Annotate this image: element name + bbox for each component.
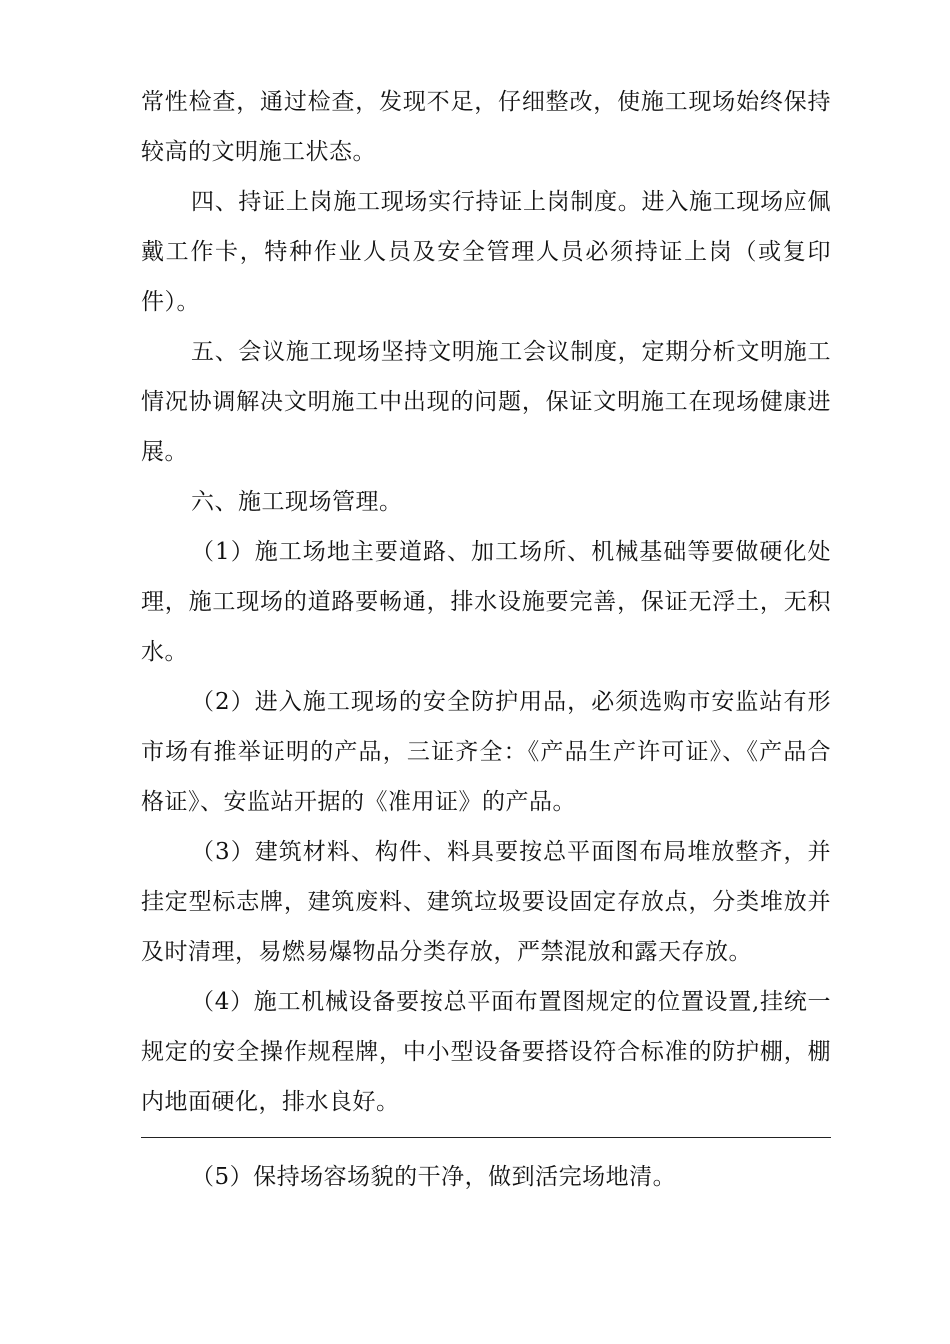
paragraph-section-5: 五、会议施工现场坚持文明施工会议制度，定期分析文明施工情况协调解决文明施工中出现的问题，保证文明施工在现场健康进展。 — [141, 339, 831, 465]
horizontal-divider — [141, 1137, 831, 1138]
paragraph-item-2: （2）进入施工现场的安全防护用品，必须选购市安监站有形市场有推举证明的产品，三证齐全：《产品生产许可证》、《产品合格证》、安监站开据的《准用证》的产品。 — [141, 689, 831, 815]
paragraph-section-4: 四、持证上岗施工现场实行持证上岗制度。进入施工现场应佩戴工作卡，特种作业人员及安全管理人员必须持证上岗（或复印件）。 — [141, 189, 831, 315]
paragraph-item-4: （4）施工机械设备要按总平面布置图规定的位置设置,挂统一规定的安全操作规程牌，中小型设备要搭设符合标准的防护棚，棚内地面硬化，排水良好。 — [141, 989, 831, 1115]
paragraph-item-5: （5）保持场容场貌的干净，做到活完场地清。 — [191, 1164, 677, 1190]
paragraph-item-1: （1）施工场地主要道路、加工场所、机械基础等要做硬化处理，施工现场的道路要畅通，排水设施要完善，保证无浮土，无积水。 — [141, 539, 831, 665]
paragraph-item-3: （3）建筑材料、构件、料具要按总平面图布局堆放整齐，并挂定型标志牌，建筑废料、建筑垃圾要设固定存放点，分类堆放并及时清理，易燃易爆物品分类存放，严禁混放和露天存放。 — [141, 839, 831, 965]
paragraph-continuation: 常性检查，通过检查，发现不足，仔细整改，使施工现场始终保持较高的文明施工状态。 — [141, 89, 831, 165]
paragraph-section-6-heading: 六、施工现场管理。 — [191, 489, 403, 515]
